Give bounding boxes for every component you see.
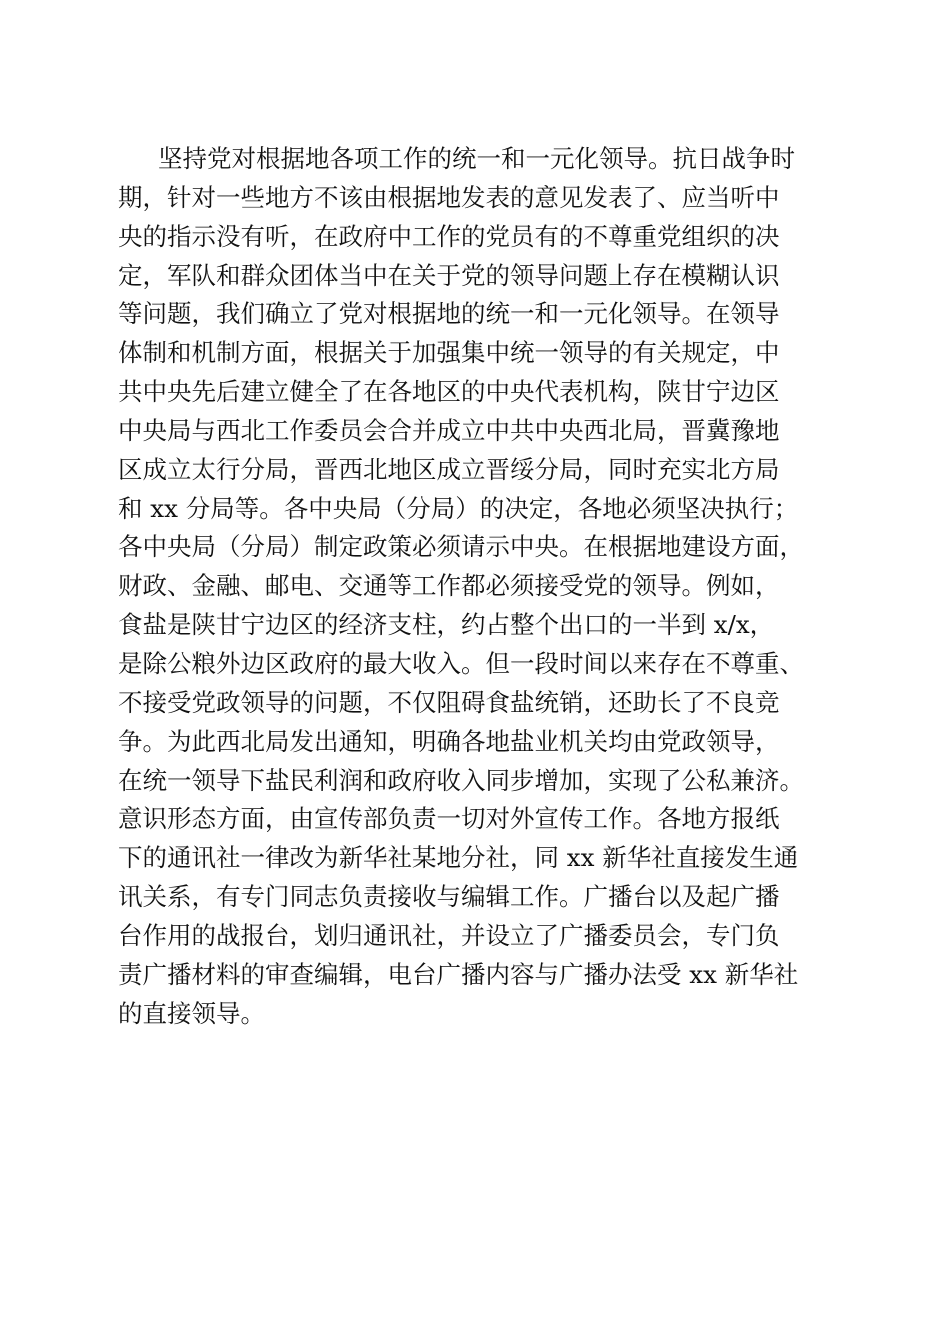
paragraph-line: 各中央局（分局）制定政策必须请示中央。在根据地建设方面， [118,532,804,562]
paragraph-line: 的直接领导。 [118,998,265,1028]
paragraph-line: 区成立太行分局，晋西北地区成立晋绥分局，同时充实北方局 [118,454,780,484]
paragraph-line: 台作用的战报台，划归通讯社，并设立了广播委员会，专门负 [118,920,780,950]
paragraph-line: 财政、金融、邮电、交通等工作都必须接受党的领导。例如， [118,571,780,601]
paragraph-line: 定，军队和群众团体当中在关于党的领导问题上存在模糊认识 [118,260,780,290]
paragraph-line: 责广播材料的审查编辑，电台广播内容与广播办法受 xx 新华社 [118,959,799,989]
paragraph-line: 在统一领导下盐民利润和政府收入同步增加，实现了公私兼济。 [118,765,804,795]
paragraph-line: 下的通讯社一律改为新华社某地分社，同 xx 新华社直接发生通 [118,843,799,873]
body-paragraph [118,140,838,1033]
paragraph-line: 意识形态方面，由宣传部负责一切对外宣传工作。各地方报纸 [118,804,780,834]
paragraph-line: 等问题，我们确立了党对根据地的统一和一元化领导。在领导 [118,299,780,329]
paragraph-line: 和 xx 分局等。各中央局（分局）的决定，各地必须坚决执行； [118,493,799,523]
paragraph-line: 争。为此西北局发出通知，明确各地盐业机关均由党政领导， [118,726,780,756]
paragraph-line: 不接受党政领导的问题，不仅阻碍食盐统销，还助长了不良竞 [118,687,780,717]
paragraph-line: 讯关系，有专门同志负责接收与编辑工作。广播台以及起广播 [118,882,780,912]
paragraph-line: 食盐是陕甘宁边区的经济支柱，约占整个出口的一半到 x/x， [118,610,775,640]
paragraph-line: 中央局与西北工作委员会合并成立中共中央西北局，晋冀豫地 [118,415,780,445]
paragraph-line: 坚持党对根据地各项工作的统一和一元化领导。抗日战争时 [158,144,795,173]
paragraph-line: 期，针对一些地方不该由根据地发表的意见发表了、应当听中 [118,182,780,212]
paragraph-line: 共中央先后建立健全了在各地区的中央代表机构，陕甘宁边区 [118,377,780,407]
paragraph-line: 体制和机制方面，根据关于加强集中统一领导的有关规定，中 [118,338,780,368]
paragraph-line: 是除公粮外边区政府的最大收入。但一段时间以来存在不尊重、 [118,648,804,678]
paragraph-line: 央的指示没有听，在政府中工作的党员有的不尊重党组织的决 [118,221,780,251]
